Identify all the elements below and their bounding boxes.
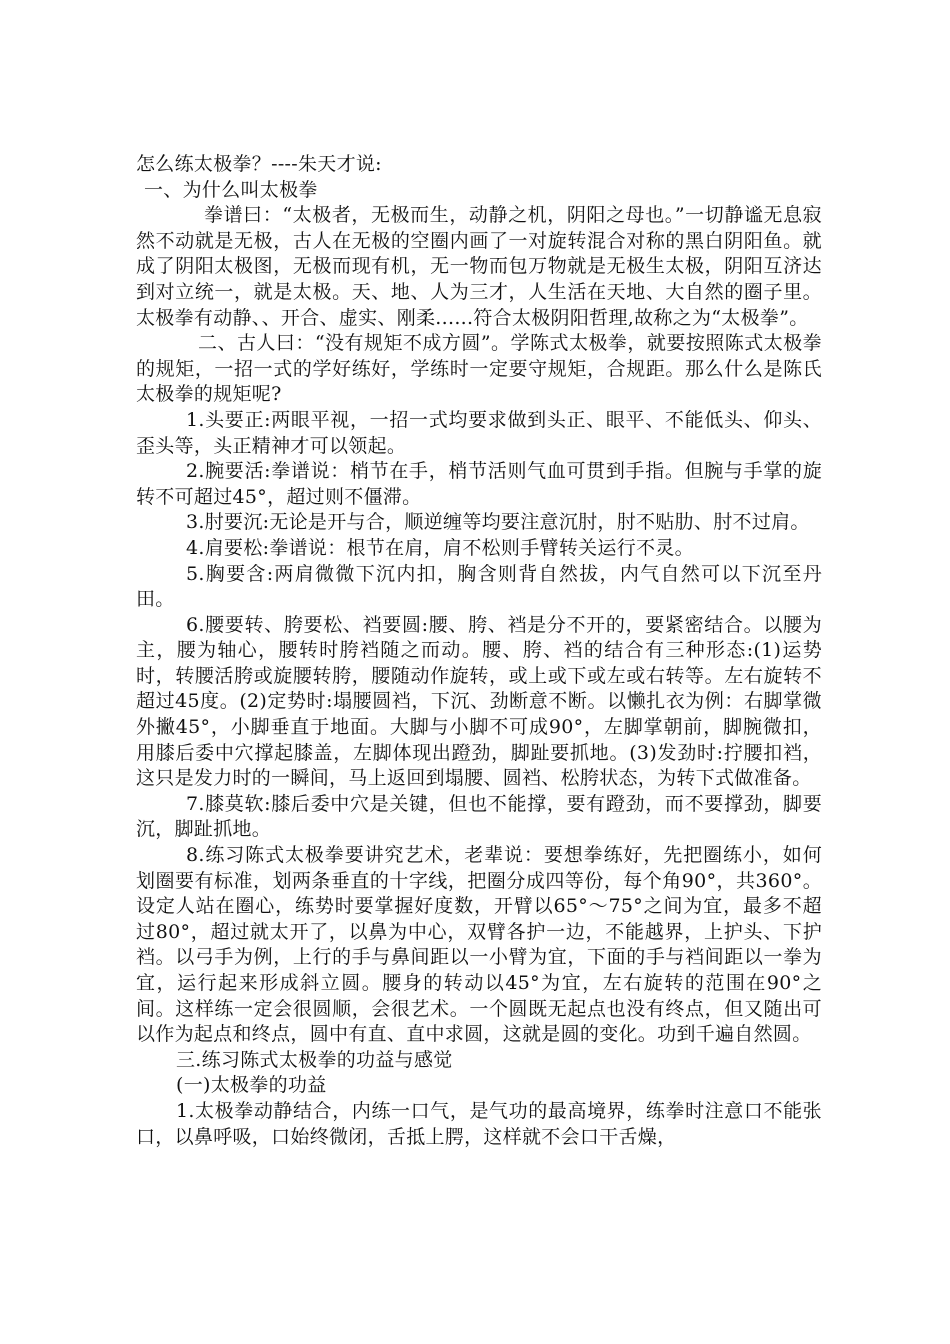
rule-item: 3.肘要沉:无论是开与合，顺逆缠等均要注意沉肘，肘不贴肋、肘不过肩。	[186, 511, 810, 534]
section1-heading: 一、为什么叫太极拳	[144, 178, 318, 201]
section3-heading: 三.练习陈式太极拳的功益与感觉	[176, 1048, 453, 1071]
rule-item: 1.头要正:两眼平视，一招一式均要求做到头正、眼平、不能低头、仰头、歪头等，头正精神才可以领起。	[136, 408, 822, 457]
section3-subheading: (一)太极拳的功益	[176, 1074, 327, 1097]
section1-paragraph: 拳谱曰：“太极者，无极而生，动静之机，阴阳之母也。”一切静谧无息寂然不动就是无极，古人在无极的空圈内画了一对旋转混合对称的黑白阴阳鱼。就成了阴阳太极图，无极而现有机，无一物而包万物就是无极生太极，阴阳互济达到对立统一，就是太极。天、地、人为三才，人生活在天地、大自然的圈子里。太极拳有动静、、开合、虚实、刚柔......符合太极阴阳哲理,故称之为“太极拳”。	[136, 204, 822, 329]
rule-item: 5.胸要含:两肩微微下沉内扣，胸含则背自然拔，内气自然可以下沉至丹田。	[136, 562, 822, 611]
rule-item: 2.腕要活:拳谱说：梢节在手，梢节活则气血可贯到手指。但腕与手掌的旋转不可超过45°，超过则不僵滞。	[136, 460, 822, 508]
document-page	[136, 152, 822, 1150]
rule-item: 7.膝莫软:膝后委中穴是关键，但也不能撑，要有蹬劲，而不要撑劲，脚要沉，脚趾抓地。	[136, 792, 822, 841]
section2-paragraph: 二、古人曰：“没有规矩不成方圆”。学陈式太极拳，就要按照陈式太极拳的规矩，一招一式的学好练好，学练时一定要守规矩，合规距。那么什么是陈氏太极拳的规矩呢?	[136, 332, 822, 406]
rule-item: 4.肩要松:拳谱说：根节在肩，肩不松则手臂转关运行不灵。	[186, 536, 694, 559]
document-title: 怎么练太极拳？----朱天才说:	[136, 153, 382, 175]
rule-item: 8.练习陈式太极拳要讲究艺术，老辈说：要想拳练好，先把圈练小，如何划圈要有标准，划两条垂直的十字线，把圈分成四等份，每个角90°，共360°。设定人站在圈心，练势时要掌握好度数，开臂以65°～75°之间为宜，最多不超过80°，超过就太开了，以鼻为中心，双臂各护一边，不能越界，上护头、下护裆。以弓手为例，上行的手与鼻间距以一小臂为宜，下面的手与裆间距以一拳为宜，运行起来形成斜立圆。腰身的转动以45°为宜，左右旋转的范围在90°之间。这样练一定会很圆顺，会很艺术。一个圆既无起点也没有终点，但又随出可以作为起点和终点，圆中有直、直中求圆，这就是圆的变化。功到千遍自然圆。	[136, 844, 822, 1046]
rule-item: 6.腰要转、胯要松、裆要圆:腰、胯、裆是分不开的，要紧密结合。以腰为主，腰为轴心，腰转时胯裆随之而动。腰、胯、裆的结合有三种形态:(1)运势时，转腰活胯或旋腰转胯，腰随动作旋转，或上或下或左或右转等。左右旋转不超过45度。(2)定势时:塌腰圆裆，下沉、劲断意不断。以懒扎衣为例：右脚掌微外撇45°，小脚垂直于地面。大脚与小脚不可成90°，左脚掌朝前，脚腕微扣，用膝后委中穴撑起膝盖，左脚体现出蹬劲，脚趾要抓地。(3)发劲时:拧腰扣裆，这只是发力时的一瞬间，马上返回到塌腰、圆裆、松胯状态，为转下式做准备。	[136, 613, 822, 790]
section3-item: 1.太极拳动静结合，内练一口气，是气功的最高境界，练拳时注意口不能张口，以鼻呼吸，口始终微闭，舌抵上腭，这样就不会口干舌燥，	[136, 1099, 822, 1148]
